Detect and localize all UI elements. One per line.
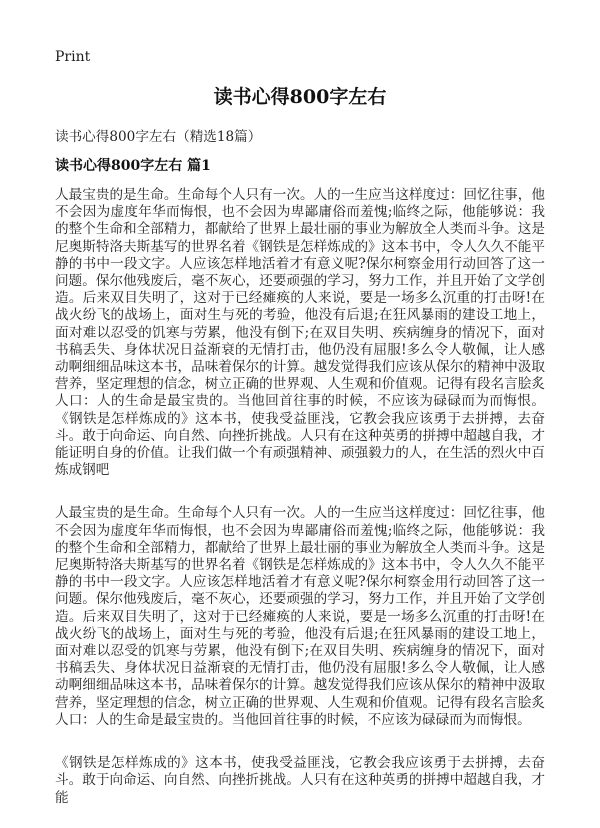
section-heading: 读书心得800字左右 篇1: [55, 158, 211, 174]
body-paragraph-3: 《钢铁是怎样炼成的》这本书，使我受益匪浅，它教会我应该勇于去拼搏，去奋斗。敢于向命运、向自然、向挫折挑战。人只有在这种英勇的拼搏中超越自我，才能: [55, 755, 545, 806]
body-paragraph-1: 人最宝贵的是生命。生命每个人只有一次。人的一生应当这样度过：回忆往事，他不会因为虚度年华而悔恨，也不会因为卑鄙庸俗而羞愧;临终之际，他能够说：我的整个生命和全部精力，都献给了世界上最壮丽的事业为解放全人类而斗争。这是尼奥斯特洛夫斯基写的世界名着《钢铁是怎样炼成的》这本书中，令人久久不能平静的书中一段文字。人应该怎样地活着才有意义呢?保尔柯察金用行动回答了这一问题。保尔他残废后，毫不灰心，还要顽强的学习，努力工作，并且开始了文学创造。后来双目失明了，这对于已经瘫痪的人来说，要是一场多么沉重的打击呀!在战火纷飞的战场上，面对生与死的考验，他没有后退;在狂风暴雨的建设工地上，面对难以忍受的饥寒与劳累，他没有倒下;在双目失明、疾病缠身的情况下，面对书稿丢失、身体状况日益渐衰的无情打击，他仍没有屈服!多么令人敬佩，让人感动啊细细品味这本书，品味着保尔的计算。越发觉得我们应该从保尔的精神中汲取营养，坚定理想的信念，树立正确的世界观、人生观和价值观。记得有段名言脍炙人口：人的生命是最宝贵的。当他回首往事的时候，不应该为碌碌而为而悔恨。《钢铁是怎样炼成的》这本书，使我受益匪浅，它教会我应该勇于去拼搏，去奋斗。敢于向命运、向自然、向挫折挑战。人只有在这种英勇的拼搏中超越自我，才能证明自身的价值。让我们做一个有顽强精神、顽强毅力的人，在生活的烈火中百炼成钢吧: [55, 187, 545, 479]
page-title: 读书心得800字左右: [213, 86, 387, 108]
doc-subtitle: 读书心得800字左右（精选18篇）: [55, 129, 262, 145]
body-paragraph-2: 人最宝贵的是生命。生命每个人只有一次。人的一生应当这样度过：回忆往事，他不会因为虚度年华而悔恨，也不会因为卑鄙庸俗而羞愧;临终之际，他能够说：我的整个生命和全部精力，都献给了世界上最壮丽的事业为解放全人类而斗争。这是尼奥斯特洛夫斯基写的世界名着《钢铁是怎样炼成的》这本书中，令人久久不能平静的书中一段文字。人应该怎样地活着才有意义呢?保尔柯察金用行动回答了这一问题。保尔他残废后，毫不灰心，还要顽强的学习，努力工作，并且开始了文学创造。后来双目失明了，这对于已经瘫痪的人来说，要是一场多么沉重的打击呀!在战火纷飞的战场上，面对生与死的考验，他没有后退;在狂风暴雨的建设工地上，面对难以忍受的饥寒与劳累，他没有倒下;在双目失明、疾病缠身的情况下，面对书稿丢失、身体状况日益渐衰的无情打击，他仍没有屈服!多么令人敬佩，让人感动啊细细品味这本书，品味着保尔的计算。越发觉得我们应该从保尔的精神中汲取营养，坚定理想的信念，树立正确的世界观、人生观和价值观。记得有段名言脍炙人口：人的生命是最宝贵的。当他回首往事的时候，不应该为碌碌而为而悔恨。: [55, 505, 545, 728]
article-body: [55, 187, 545, 807]
print-link[interactable]: Print: [55, 49, 91, 65]
